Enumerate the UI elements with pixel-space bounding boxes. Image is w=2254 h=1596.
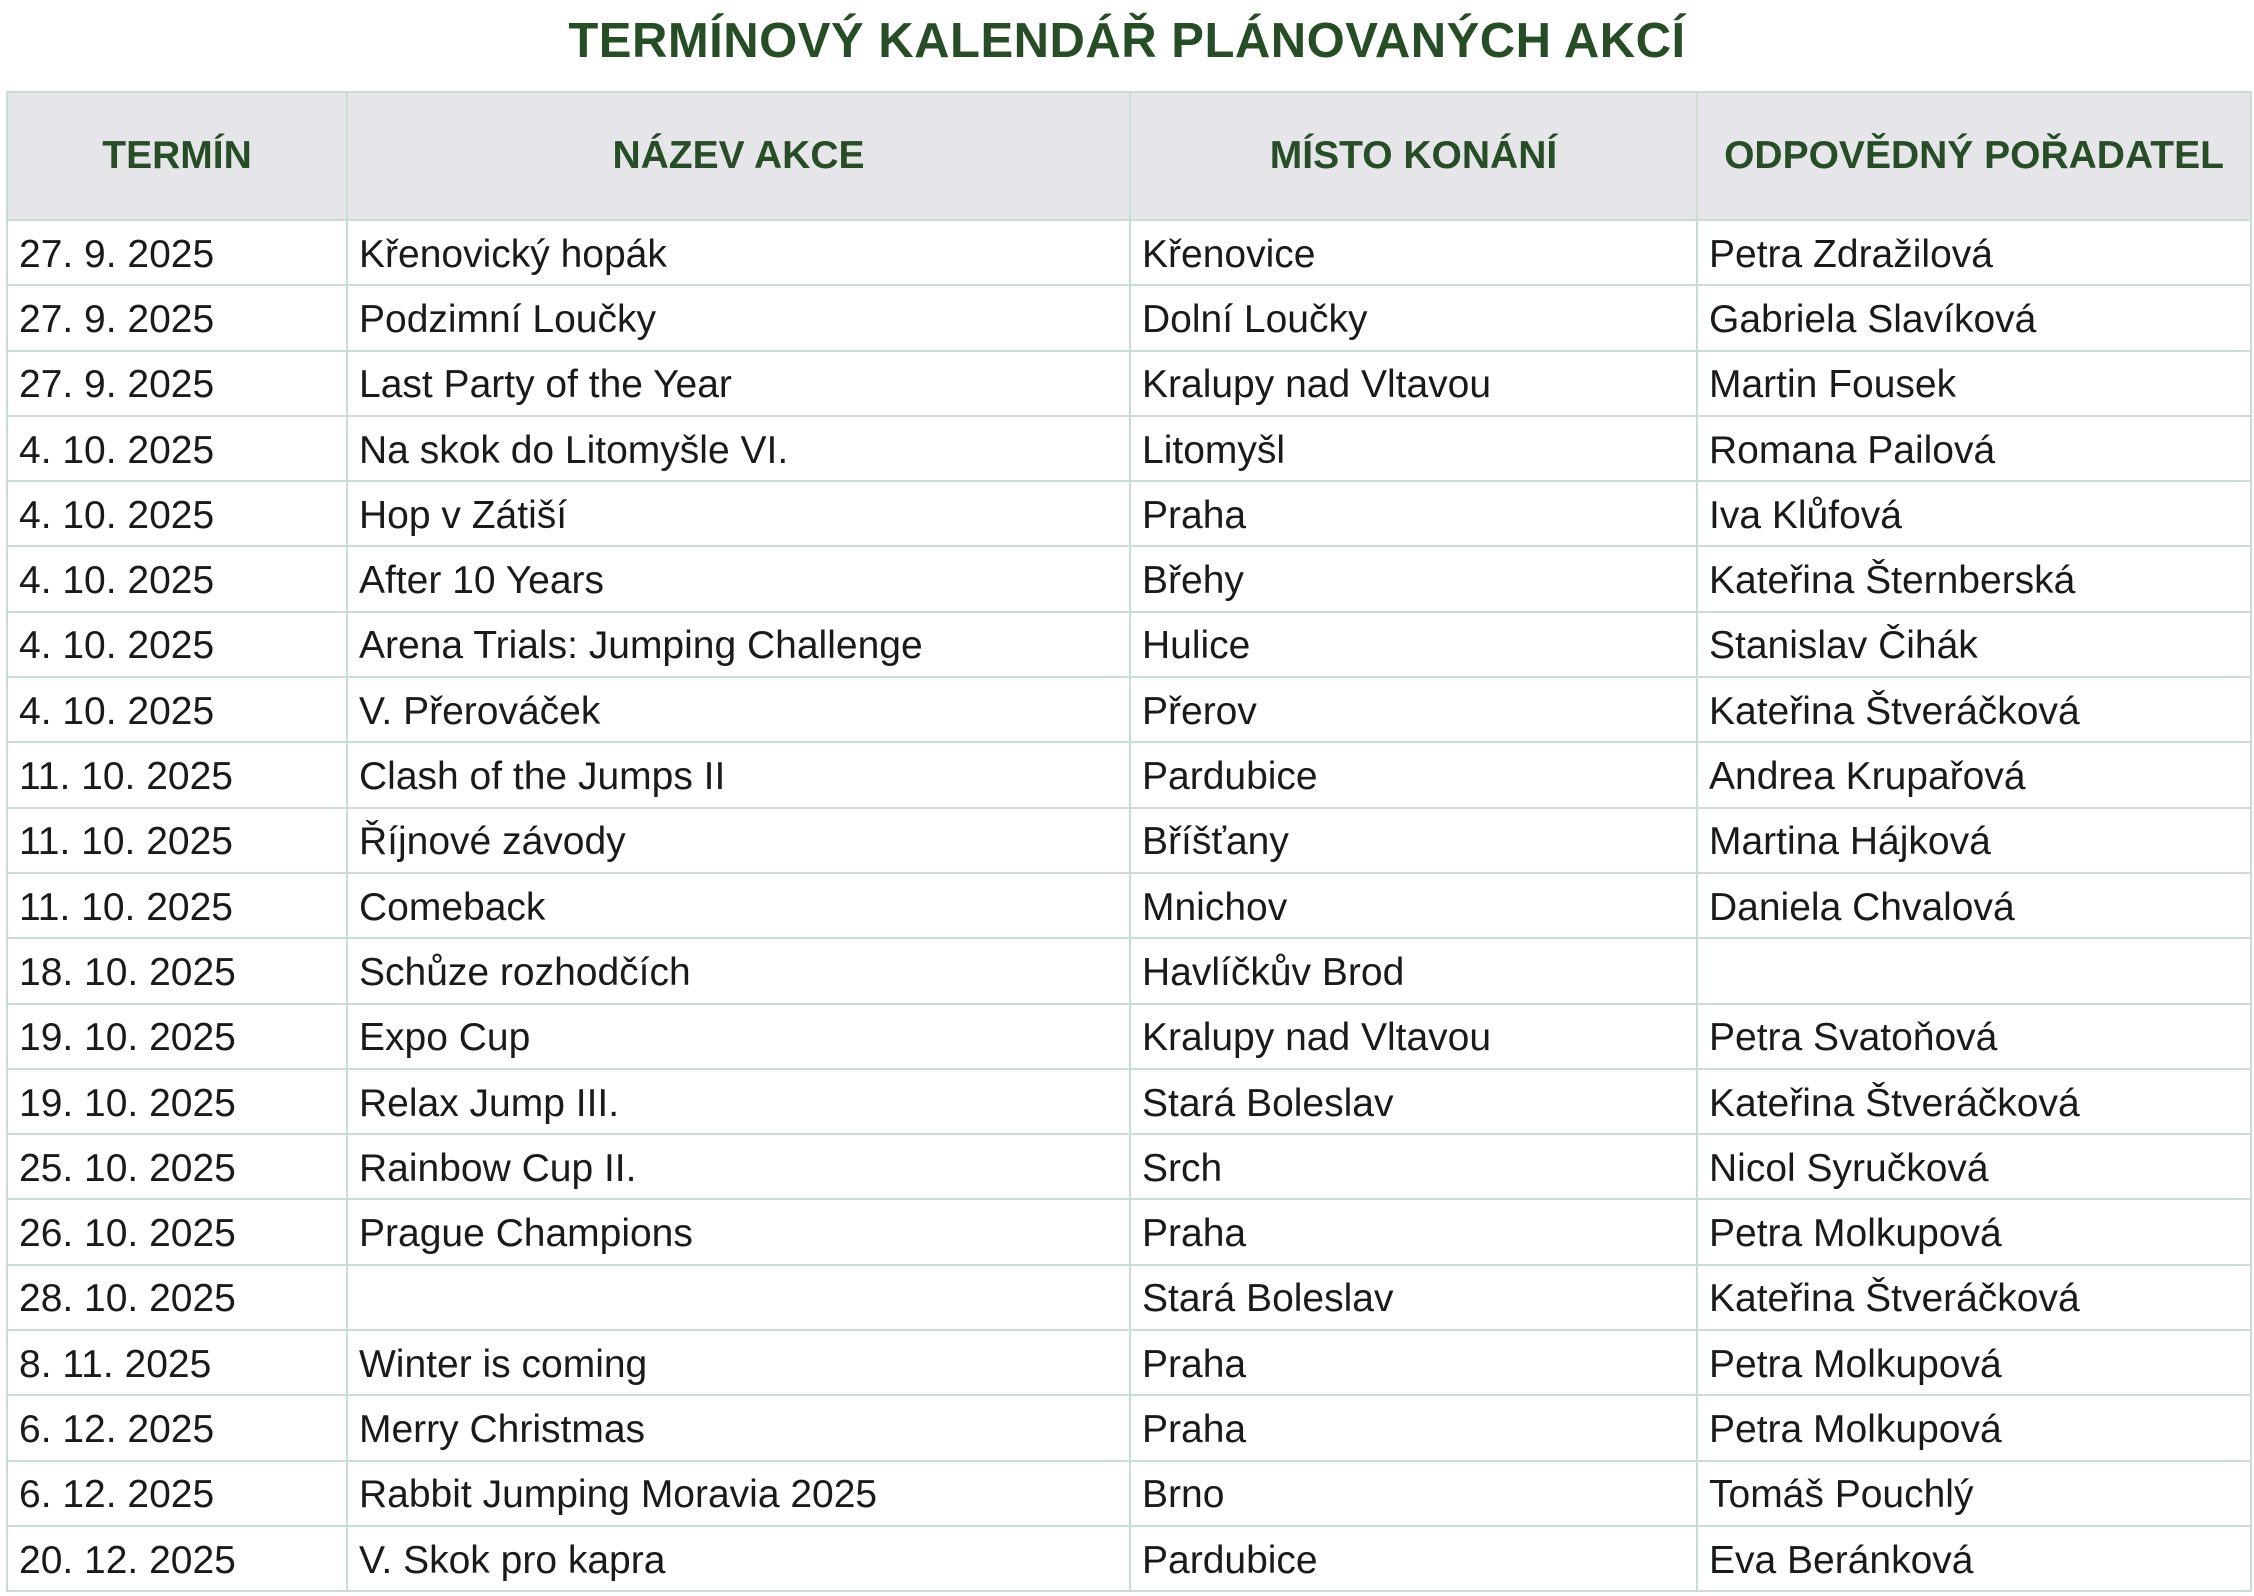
- cell-organizer: Martina Hájková: [1697, 808, 2251, 873]
- cell-event-name: Winter is coming: [347, 1330, 1130, 1395]
- cell-date: 4. 10. 2025: [7, 677, 347, 742]
- cell-date: 6. 12. 2025: [7, 1395, 347, 1460]
- table-row: [7, 612, 2251, 677]
- cell-event-name: Na skok do Litomyšle VI.: [347, 416, 1130, 481]
- cell-venue: Křenovice: [1130, 220, 1697, 285]
- cell-date: 25. 10. 2025: [7, 1134, 347, 1199]
- events-table: [6, 91, 2252, 1592]
- cell-date: 4. 10. 2025: [7, 546, 347, 611]
- cell-event-name: Prague Champions: [347, 1199, 1130, 1264]
- cell-organizer: Stanislav Čihák: [1697, 612, 2251, 677]
- cell-organizer: Petra Svatoňová: [1697, 1004, 2251, 1069]
- cell-organizer: Petra Molkupová: [1697, 1330, 2251, 1395]
- table-row: [7, 873, 2251, 938]
- cell-event-name: Merry Christmas: [347, 1395, 1130, 1460]
- cell-venue: Praha: [1130, 1199, 1697, 1264]
- cell-date: 11. 10. 2025: [7, 742, 347, 807]
- table-row: [7, 742, 2251, 807]
- table-row: [7, 938, 2251, 1003]
- column-header-date: TERMÍN: [7, 92, 347, 220]
- cell-date: 28. 10. 2025: [7, 1265, 347, 1330]
- table-row: [7, 1461, 2251, 1526]
- cell-venue: Hulice: [1130, 612, 1697, 677]
- cell-venue: Pardubice: [1130, 1526, 1697, 1591]
- cell-organizer: Petra Zdražilová: [1697, 220, 2251, 285]
- cell-date: 6. 12. 2025: [7, 1461, 347, 1526]
- cell-venue: Přerov: [1130, 677, 1697, 742]
- cell-organizer: Romana Pailová: [1697, 416, 2251, 481]
- cell-event-name: Křenovický hopák: [347, 220, 1130, 285]
- cell-date: 26. 10. 2025: [7, 1199, 347, 1264]
- cell-date: 8. 11. 2025: [7, 1330, 347, 1395]
- cell-event-name: Rabbit Jumping Moravia 2025: [347, 1461, 1130, 1526]
- cell-date: 19. 10. 2025: [7, 1069, 347, 1134]
- cell-date: 27. 9. 2025: [7, 285, 347, 350]
- column-header-event-name: NÁZEV AKCE: [347, 92, 1130, 220]
- cell-organizer: [1697, 938, 2251, 1003]
- cell-organizer: Iva Klůfová: [1697, 481, 2251, 546]
- table-body: [7, 220, 2251, 1591]
- cell-date: 4. 10. 2025: [7, 612, 347, 677]
- cell-venue: Kralupy nad Vltavou: [1130, 351, 1697, 416]
- cell-venue: Brno: [1130, 1461, 1697, 1526]
- table-row: [7, 1395, 2251, 1460]
- column-header-venue: MÍSTO KONÁNÍ: [1130, 92, 1697, 220]
- cell-date: 4. 10. 2025: [7, 416, 347, 481]
- cell-event-name: Last Party of the Year: [347, 351, 1130, 416]
- table-row: [7, 416, 2251, 481]
- cell-date: 11. 10. 2025: [7, 873, 347, 938]
- cell-organizer: Kateřina Štveráčková: [1697, 1069, 2251, 1134]
- table-row: [7, 808, 2251, 873]
- cell-organizer: Petra Molkupová: [1697, 1395, 2251, 1460]
- cell-event-name: Hop v Zátiší: [347, 481, 1130, 546]
- cell-event-name: V. Přerováček: [347, 677, 1130, 742]
- cell-event-name: Clash of the Jumps II: [347, 742, 1130, 807]
- table-row: [7, 1199, 2251, 1264]
- cell-event-name: Rainbow Cup II.: [347, 1134, 1130, 1199]
- table-header: [7, 92, 2251, 220]
- cell-venue: Praha: [1130, 481, 1697, 546]
- cell-date: 19. 10. 2025: [7, 1004, 347, 1069]
- cell-event-name: Expo Cup: [347, 1004, 1130, 1069]
- header-row: [7, 92, 2251, 220]
- table-row: [7, 1069, 2251, 1134]
- cell-organizer: Martin Fousek: [1697, 351, 2251, 416]
- cell-event-name: After 10 Years: [347, 546, 1130, 611]
- cell-venue: Kralupy nad Vltavou: [1130, 1004, 1697, 1069]
- cell-date: 18. 10. 2025: [7, 938, 347, 1003]
- table-row: [7, 351, 2251, 416]
- table-row: [7, 1265, 2251, 1330]
- cell-date: 20. 12. 2025: [7, 1526, 347, 1591]
- cell-date: 27. 9. 2025: [7, 220, 347, 285]
- cell-event-name: Podzimní Loučky: [347, 285, 1130, 350]
- table-row: [7, 677, 2251, 742]
- cell-organizer: Tomáš Pouchlý: [1697, 1461, 2251, 1526]
- cell-event-name: V. Skok pro kapra: [347, 1526, 1130, 1591]
- cell-organizer: Andrea Krupařová: [1697, 742, 2251, 807]
- cell-organizer: Kateřina Štveráčková: [1697, 677, 2251, 742]
- cell-event-name: [347, 1265, 1130, 1330]
- cell-organizer: Kateřina Šternberská: [1697, 546, 2251, 611]
- cell-venue: Stará Boleslav: [1130, 1069, 1697, 1134]
- cell-organizer: Gabriela Slavíková: [1697, 285, 2251, 350]
- cell-date: 27. 9. 2025: [7, 351, 347, 416]
- cell-date: 11. 10. 2025: [7, 808, 347, 873]
- cell-event-name: Arena Trials: Jumping Challenge: [347, 612, 1130, 677]
- page-title: TERMÍNOVÝ KALENDÁŘ PLÁNOVANÝCH AKCÍ: [568, 14, 1686, 68]
- table-row: [7, 1004, 2251, 1069]
- cell-organizer: Petra Molkupová: [1697, 1199, 2251, 1264]
- table-row: [7, 546, 2251, 611]
- cell-venue: Břehy: [1130, 546, 1697, 611]
- cell-venue: Praha: [1130, 1330, 1697, 1395]
- cell-event-name: Comeback: [347, 873, 1130, 938]
- table-row: [7, 285, 2251, 350]
- cell-date: 4. 10. 2025: [7, 481, 347, 546]
- cell-event-name: Relax Jump III.: [347, 1069, 1130, 1134]
- cell-organizer: Daniela Chvalová: [1697, 873, 2251, 938]
- cell-venue: Mnichov: [1130, 873, 1697, 938]
- table-row: [7, 1134, 2251, 1199]
- cell-organizer: Eva Beránková: [1697, 1526, 2251, 1591]
- table-row: [7, 481, 2251, 546]
- cell-venue: Praha: [1130, 1395, 1697, 1460]
- cell-venue: Pardubice: [1130, 742, 1697, 807]
- column-header-organizer: ODPOVĚDNÝ POŘADATEL: [1697, 92, 2251, 220]
- table-row: [7, 220, 2251, 285]
- cell-venue: Bříšťany: [1130, 808, 1697, 873]
- table-row: [7, 1526, 2251, 1591]
- cell-organizer: Kateřina Štveráčková: [1697, 1265, 2251, 1330]
- cell-organizer: Nicol Syručková: [1697, 1134, 2251, 1199]
- cell-venue: Litomyšl: [1130, 416, 1697, 481]
- cell-event-name: Schůze rozhodčích: [347, 938, 1130, 1003]
- cell-venue: Havlíčkův Brod: [1130, 938, 1697, 1003]
- cell-venue: Srch: [1130, 1134, 1697, 1199]
- cell-event-name: Říjnové závody: [347, 808, 1130, 873]
- cell-venue: Stará Boleslav: [1130, 1265, 1697, 1330]
- table-row: [7, 1330, 2251, 1395]
- cell-venue: Dolní Loučky: [1130, 285, 1697, 350]
